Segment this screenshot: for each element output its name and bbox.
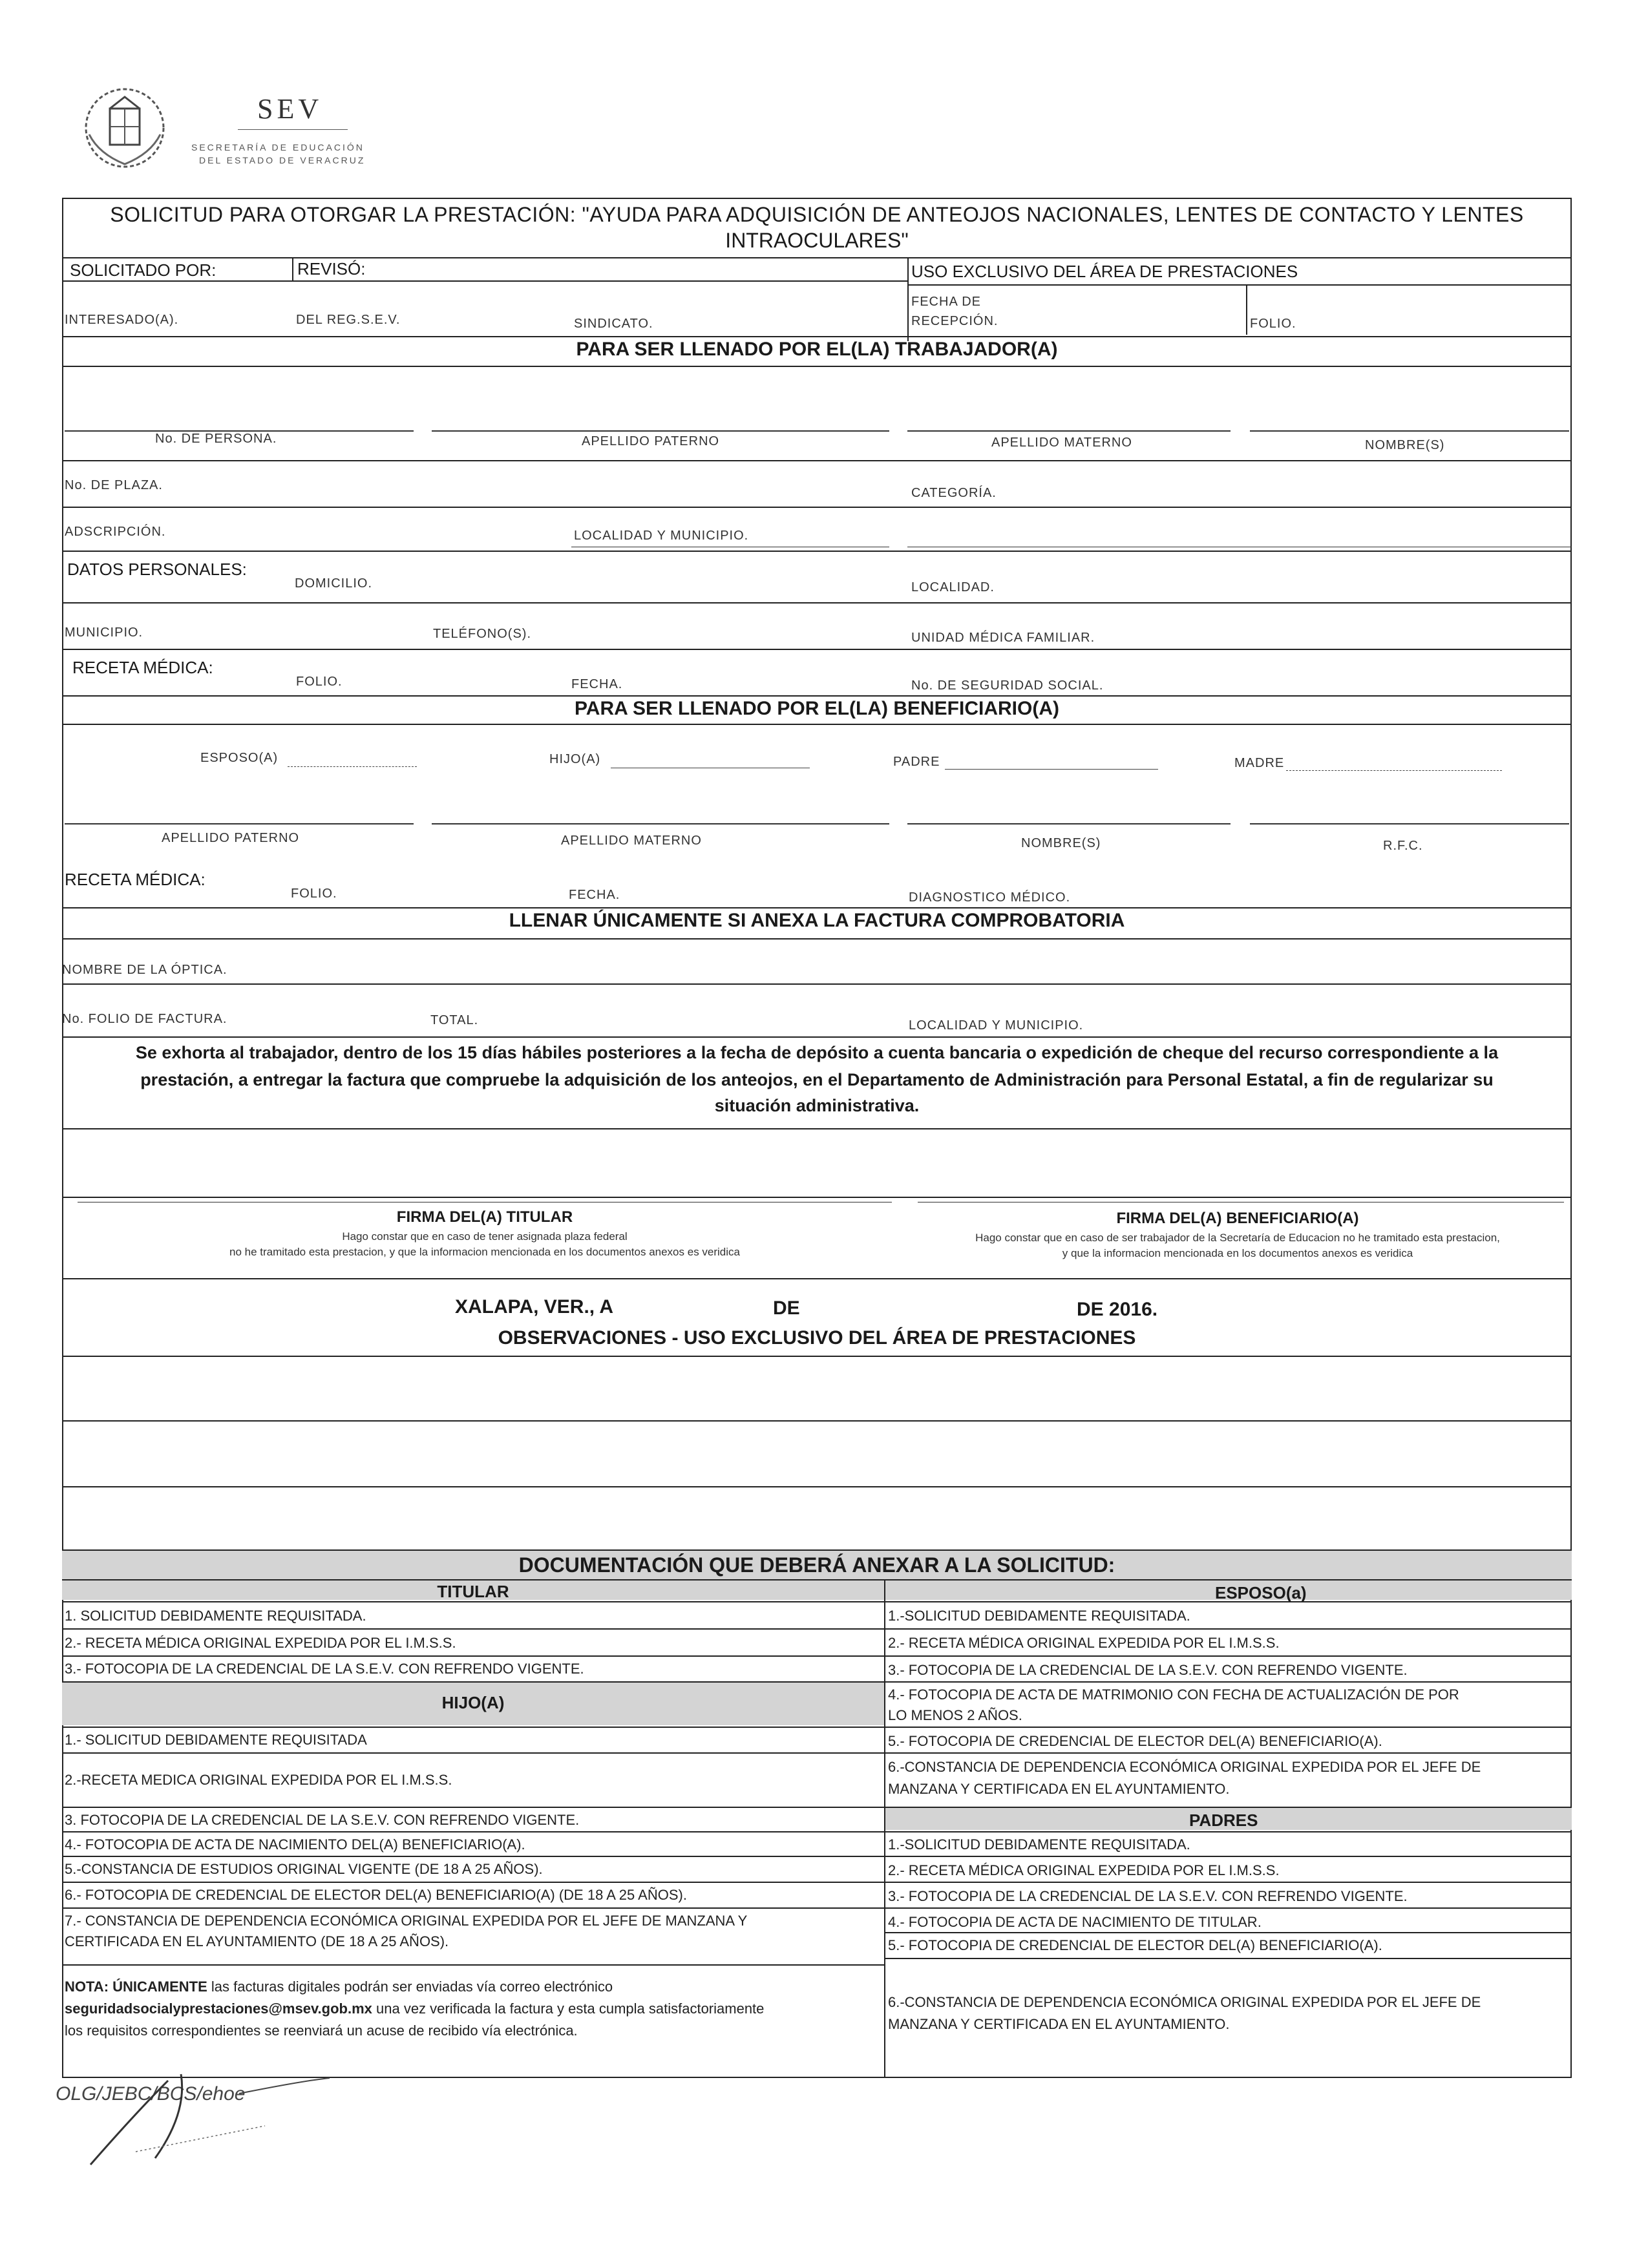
form-title-line2: INTRAOCULARES" — [725, 229, 909, 252]
doc-hijo-7-line2: CERTIFICADA EN EL AYUNTAMIENTO (DE 18 A 25 AÑOS). — [65, 1933, 449, 1949]
doc-padres-5: 5.- FOTOCOPIA DE CREDENCIAL DE ELECTOR DEL(A) BENEFICIARIO(A). — [888, 1937, 1382, 1953]
nota-label: NOTA: ÚNICAMENTE — [65, 1979, 207, 1995]
doc-hijo-1: 1.- SOLICITUD DEBIDAMENTE REQUISITADA — [65, 1732, 367, 1748]
doc-esposo-4-line1: 4.- FOTOCOPIA DE ACTA DE MATRIMONIO CON FECHA DE ACTUALIZACIÓN DE POR — [888, 1686, 1459, 1703]
doc-esposo-heading: ESPOSO(a) — [1215, 1583, 1307, 1602]
uso-exclusivo-label: USO EXCLUSIVO DEL ÁREA DE PRESTACIONES — [911, 262, 1298, 281]
domicilio-label: DOMICILIO. — [295, 576, 373, 591]
solicitado-por-label: SOLICITADO POR: — [70, 260, 217, 280]
form-frame — [62, 198, 1572, 2078]
sev-logo — [76, 83, 412, 173]
factura-localidad-label: LOCALIDAD Y MUNICIPIO. — [909, 1018, 1084, 1033]
de-2016-label: DE 2016. — [1077, 1299, 1158, 1320]
fecha-recepcion-label-2: RECEPCIÓN. — [911, 314, 998, 328]
doc-hijo-2: 2.-RECETA MEDICA ORIGINAL EXPEDIDA POR EL I.M.S.S. — [65, 1772, 452, 1788]
doc-padres-4: 4.- FOTOCOPIA DE ACTA DE NACIMIENTO DE TITULAR. — [888, 1914, 1262, 1930]
adscripcion-label: ADSCRIPCIÓN. — [65, 525, 166, 539]
doc-padres-6-line2: MANZANA Y CERTIFICADA EN EL AYUNTAMIENTO. — [888, 2016, 1230, 2032]
exhorto-line2: prestación, a entregar la factura que compruebe la adquisición de los anteojos, en el Departamento de Administración para Personal Estatal, a fin de regularizar su — [140, 1070, 1494, 1089]
madre-label: MADRE — [1234, 756, 1285, 770]
doc-hijo-6: 6.- FOTOCOPIA DE CREDENCIAL DE ELECTOR DEL(A) BENEFICIARIO(A) (DE 18 A 25 AÑOS). — [65, 1887, 687, 1903]
doc-padres-heading: PADRES — [1189, 1811, 1258, 1830]
firma-beneficiario-label: FIRMA DEL(A) BENEFICIARIO(A) — [1116, 1210, 1359, 1227]
doc-esposo-5: 5.- FOTOCOPIA DE CREDENCIAL DE ELECTOR DEL(A) BENEFICIARIO(A). — [888, 1733, 1382, 1749]
exhorto-line3: situación administrativa. — [714, 1096, 920, 1115]
esposo-label: ESPOSO(A) — [200, 751, 279, 765]
benef-apellido-materno-label: APELLIDO MATERNO — [561, 834, 702, 848]
state-seal-icon — [76, 83, 173, 173]
apellido-paterno-label: APELLIDO PATERNO — [582, 434, 720, 448]
exhorto-line1: Se exhorta al trabajador, dentro de los 15 días hábiles posteriores a la fecha de depósito a cuenta bancaria o expedición de cheque del recurso correspondiente a la — [135, 1043, 1499, 1062]
datos-personales-label: DATOS PERSONALES: — [67, 560, 247, 579]
padre-label: PADRE — [893, 755, 940, 769]
doc-titular-3: 3.- FOTOCOPIA DE LA CREDENCIAL DE LA S.E.V. CON REFRENDO VIGENTE. — [65, 1661, 584, 1677]
observaciones-heading: OBSERVACIONES - USO EXCLUSIVO DEL ÁREA DE PRESTACIONES — [498, 1327, 1136, 1349]
doc-padres-3: 3.- FOTOCOPIA DE LA CREDENCIAL DE LA S.E.V. CON REFRENDO VIGENTE. — [888, 1888, 1408, 1904]
logo-rule — [238, 129, 348, 130]
doc-esposo-2: 2.- RECETA MÉDICA ORIGINAL EXPEDIDA POR EL I.M.S.S. — [888, 1635, 1280, 1651]
xalapa-label: XALAPA, VER., A — [455, 1296, 614, 1318]
umf-label: UNIDAD MÉDICA FAMILIAR. — [911, 631, 1095, 645]
nss-label: No. DE SEGURIDAD SOCIAL. — [911, 678, 1104, 693]
no-folio-factura-label: No. FOLIO DE FACTURA. — [62, 1012, 227, 1026]
doc-padres-1: 1.-SOLICITUD DEBIDAMENTE REQUISITADA. — [888, 1836, 1190, 1853]
categoria-label: CATEGORÍA. — [911, 486, 997, 500]
doc-hijo-3: 3. FOTOCOPIA DE LA CREDENCIAL DE LA S.E.V. CON REFRENDO VIGENTE. — [65, 1812, 580, 1828]
logo-sub2: DEL ESTADO DE VERACRUZ — [199, 155, 366, 165]
doc-padres-2: 2.- RECETA MÉDICA ORIGINAL EXPEDIDA POR EL I.M.S.S. — [888, 1862, 1280, 1878]
doc-titular-heading: TITULAR — [437, 1582, 509, 1601]
folio-receta-label: FOLIO. — [296, 675, 343, 689]
no-plaza-label: No. DE PLAZA. — [65, 478, 163, 492]
doc-esposo-6-line2: MANZANA Y CERTIFICADA EN EL AYUNTAMIENTO. — [888, 1781, 1230, 1797]
reviso-label: REVISÓ: — [297, 259, 366, 278]
hijo-label: HIJO(A) — [549, 752, 601, 766]
benef-nombres-label: NOMBRE(S) — [1021, 836, 1101, 850]
sindicato-label: SINDICATO. — [574, 317, 653, 331]
doc-esposo-6-line1: 6.-CONSTANCIA DE DEPENDENCIA ECONÓMICA ORIGINAL EXPEDIDA POR EL JEFE DE — [888, 1759, 1481, 1775]
doc-esposo-1: 1.-SOLICITUD DEBIDAMENTE REQUISITADA. — [888, 1608, 1190, 1624]
logo-sub1: SECRETARÍA DE EDUCACIÓN — [191, 142, 364, 152]
del-reg-sev-label: DEL REG.S.E.V. — [296, 313, 401, 327]
localidad-label: LOCALIDAD. — [911, 580, 995, 594]
folio-recepcion-label: FOLIO. — [1250, 317, 1296, 331]
doc-esposo-3: 3.- FOTOCOPIA DE LA CREDENCIAL DE LA S.E.V. CON REFRENDO VIGENTE. — [888, 1662, 1408, 1678]
doc-hijo-4: 4.- FOTOCOPIA DE ACTA DE NACIMIENTO DEL(A) BENEFICIARIO(A). — [65, 1836, 525, 1853]
diagnostico-label: DIAGNOSTICO MÉDICO. — [909, 890, 1071, 905]
factura-heading: LLENAR ÚNICAMENTE SI ANEXA LA FACTURA COMPROBATORIA — [509, 910, 1125, 931]
de-label-1: DE — [773, 1297, 800, 1319]
doc-padres-6-line1: 6.-CONSTANCIA DE DEPENDENCIA ECONÓMICA ORIGINAL EXPEDIDA POR EL JEFE DE — [888, 1994, 1481, 2010]
doc-titular-1: 1. SOLICITUD DEBIDAMENTE REQUISITADA. — [65, 1608, 366, 1624]
fecha-recepcion-label-1: FECHA DE — [911, 295, 982, 309]
doc-hijo-7-line1: 7.- CONSTANCIA DE DEPENDENCIA ECONÓMICA ORIGINAL EXPEDIDA POR EL JEFE DE MANZANA Y — [65, 1913, 748, 1929]
benef-receta-label: RECETA MÉDICA: — [65, 870, 206, 889]
municipio-label: MUNICIPIO. — [65, 625, 143, 640]
telefonos-label: TELÉFONO(S). — [433, 627, 532, 641]
beneficiario-heading: PARA SER LLENADO POR EL(LA) BENEFICIARIO(A) — [575, 698, 1059, 719]
no-persona-label: No. DE PERSONA. — [155, 432, 277, 446]
benef-fecha-label: FECHA. — [569, 888, 620, 902]
trabajador-heading: PARA SER LLENADO POR EL(LA) TRABAJADOR(A) — [576, 339, 1058, 360]
documentacion-heading: DOCUMENTACIÓN QUE DEBERÁ ANEXAR A LA SOLICITUD: — [518, 1553, 1115, 1577]
total-label: TOTAL. — [430, 1013, 479, 1027]
nombre-optica-label: NOMBRE DE LA ÓPTICA. — [62, 963, 227, 977]
receta-medica-label: RECETA MÉDICA: — [72, 658, 213, 677]
firma-beneficiario-text-1: Hago constar que en caso de ser trabajador de la Secretaría de Educacion no he tramitado esta prestacion, — [975, 1232, 1500, 1244]
firma-titular-text-1: Hago constar que en caso de tener asignada plaza federal — [342, 1230, 628, 1243]
nota-line3: los requisitos correspondientes se reenviará un acuse de recibido vía electrónica. — [65, 2022, 578, 2039]
localidad-municipio-label: LOCALIDAD Y MUNICIPIO. — [574, 529, 749, 543]
firma-beneficiario-text-2: y que la informacion mencionada en los documentos anexos es veridica — [1062, 1247, 1413, 1259]
doc-hijo-heading: HIJO(A) — [441, 1693, 505, 1712]
interesado-label: INTERESADO(A). — [65, 313, 179, 327]
nota-text-2: una vez verificada la factura y esta cumpla satisfactoriamente — [372, 2000, 765, 2017]
nota-text-1: las facturas digitales podrán ser enviadas vía correo electrónico — [207, 1979, 613, 1995]
nombres-label: NOMBRE(S) — [1365, 438, 1445, 452]
nota-email: seguridadsocialyprestaciones@msev.gob.mx — [65, 2000, 372, 2017]
doc-hijo-5: 5.-CONSTANCIA DE ESTUDIOS ORIGINAL VIGENTE (DE 18 A 25 AÑOS). — [65, 1861, 543, 1877]
logo-abbr: SEV — [257, 93, 323, 125]
firma-titular-label: FIRMA DEL(A) TITULAR — [396, 1208, 573, 1226]
apellido-materno-label: APELLIDO MATERNO — [991, 436, 1132, 450]
nota-line2 — [65, 2000, 764, 2017]
footer-initials: OLG/JEBC/BCS/ehoe — [56, 2083, 246, 2105]
nota-line1 — [65, 1979, 613, 1995]
rfc-label: R.F.C. — [1383, 839, 1423, 853]
fecha-receta-label: FECHA. — [571, 677, 623, 691]
benef-folio-label: FOLIO. — [291, 887, 337, 901]
form-title-line1: SOLICITUD PARA OTORGAR LA PRESTACIÓN: "AYUDA PARA ADQUISICIÓN DE ANTEOJOS NACIONALES, LENTES DE CONTACTO Y LENTES — [110, 203, 1524, 226]
doc-esposo-4-line2: LO MENOS 2 AÑOS. — [888, 1707, 1022, 1723]
handwritten-mark-icon — [58, 2055, 355, 2171]
benef-apellido-paterno-label: APELLIDO PATERNO — [162, 831, 300, 845]
doc-titular-2: 2.- RECETA MÉDICA ORIGINAL EXPEDIDA POR EL I.M.S.S. — [65, 1635, 456, 1651]
firma-titular-text-2: no he tramitado esta prestacion, y que la informacion mencionada en los documentos anexos es veridica — [229, 1246, 740, 1258]
